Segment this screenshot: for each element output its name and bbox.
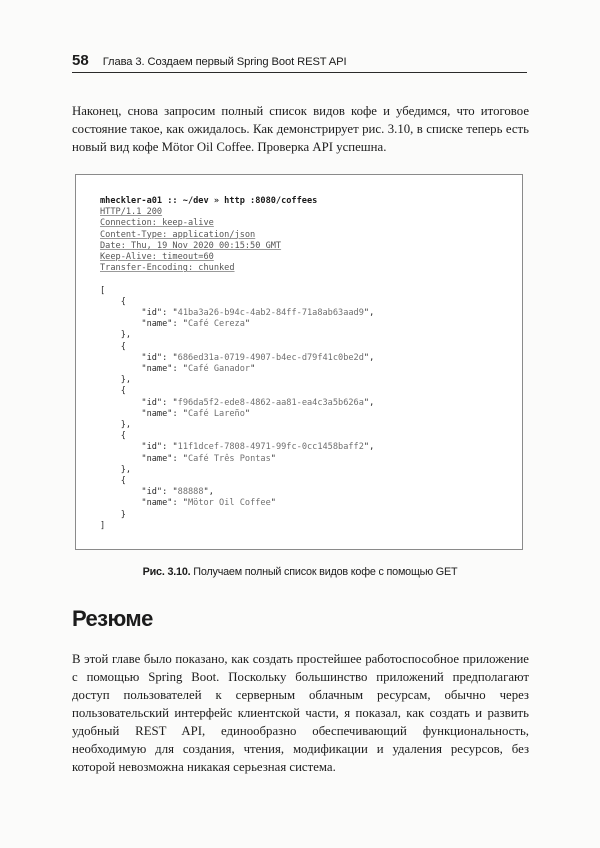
json-object-open: { [100,386,126,397]
json-object-close: } [100,509,126,520]
json-object-close: }, [100,420,132,431]
response-header: HTTP/1.1 200 [100,207,163,218]
coffee-name-line: "name": "Mötor Oil Coffee" [141,498,276,509]
id-key: "id" [141,397,163,408]
blank-line [100,274,374,285]
coffee-name-line: "name": "Café Lareño" [141,408,251,419]
coffee-id-line: "id": "41ba3a26-b94c-4ab2-84ff-71a8ab63aad9", [141,308,375,319]
page-number: 58 [72,52,89,69]
json-object-open: { [100,476,126,487]
coffee-name: Mötor Oil Coffee [187,498,271,509]
json-array-open: [ [100,285,106,296]
coffee-id: 11f1dcef-7808-4971-99fc-0cc1458baff2 [177,442,364,453]
coffee-name: Café Cereza [187,319,245,330]
section-title: Резюме [72,606,153,631]
coffee-id-line: "id": "88888", [141,487,214,498]
json-array-close: ] [100,520,106,531]
coffee-id: 41ba3a26-b94c-4ab2-84ff-71a8ab63aad9 [177,308,364,319]
coffee-id-line: "id": "11f1dcef-7808-4971-99fc-0cc1458baff2", [141,442,375,453]
name-key: "name" [141,408,173,419]
figure-caption [0,566,600,578]
json-object-close: }, [100,375,132,386]
json-object-open: { [100,341,126,352]
coffee-id-line: "id": "686ed31a-0719-4907-b4ec-d79f41c0be2d", [141,352,375,363]
coffee-id: 686ed31a-0719-4907-b4ec-d79f41c0be2d [177,352,364,363]
id-key: "id" [141,487,163,498]
intro-paragraph: Наконец, снова запросим полный список видов кофе и убедимся, что итоговое состояние такое, как ожидалось. Как демонстрирует рис. 3.10, в списке теперь есть новый вид кофе Mötor Oil Coffee. Проверка API успешна. [72,104,529,154]
id-key: "id" [141,308,163,319]
response-header: Connection: keep-alive [100,218,214,229]
json-object-close: }, [100,464,132,475]
terminal-prompt: mheckler-a01 :: ~/dev » http :8080/coffees [100,196,318,206]
terminal-screenshot [75,174,523,550]
summary-paragraph: В этой главе было показано, как создать простейшее работоспособное приложение с помощью Spring Boot. Поскольку большинство приложений предполагают доступ пользователей к серверным облачным ресурсам, обычно через пользовательский интерфейс клиентской части, я показал, как создать и развить удобный REST API, единообразно обеспечивающий функциональность, необходимую для создания, чтения, модификации и удаления ресурсов, без которой невозможна никакая серьезная система. [72,652,529,774]
coffee-name-line: "name": "Café Três Pontas" [141,453,276,464]
figure-label: Рис. 3.10. [142,566,191,578]
id-key: "id" [141,352,163,363]
response-header: Date: Thu, 19 Nov 2020 00:15:50 GMT [100,240,282,251]
coffee-name: Café Lareño [187,408,245,419]
coffee-id: f96da5f2-ede8-4862-aa81-ea4c3a5b626a [177,397,364,408]
name-key: "name" [141,498,173,509]
page-header [72,50,527,73]
coffee-name: Café Três Pontas [187,453,271,464]
json-object-open: { [100,431,126,442]
coffee-name-line: "name": "Café Ganador" [141,364,256,375]
json-object-close: }, [100,330,132,341]
response-header: Transfer-Encoding: chunked [100,263,235,274]
chapter-title: Глава 3. Создаем первый Spring Boot REST API [102,56,347,68]
figure-caption-text: Получаем полный список видов кофе с помощью GET [193,566,458,578]
coffee-id: 88888 [177,487,204,498]
coffee-name: Café Ganador [187,364,251,375]
coffee-id-line: "id": "f96da5f2-ede8-4862-aa81-ea4c3a5b626a", [141,397,375,408]
coffee-list [100,297,374,521]
name-key: "name" [141,319,173,330]
terminal-output [100,196,374,532]
name-key: "name" [141,364,173,375]
name-key: "name" [141,453,173,464]
response-header: Keep-Alive: timeout=60 [100,252,214,263]
id-key: "id" [141,442,163,453]
json-object-open: { [100,296,126,307]
coffee-name-line: "name": "Café Cereza" [141,319,251,330]
response-header: Content-Type: application/json [100,229,256,240]
